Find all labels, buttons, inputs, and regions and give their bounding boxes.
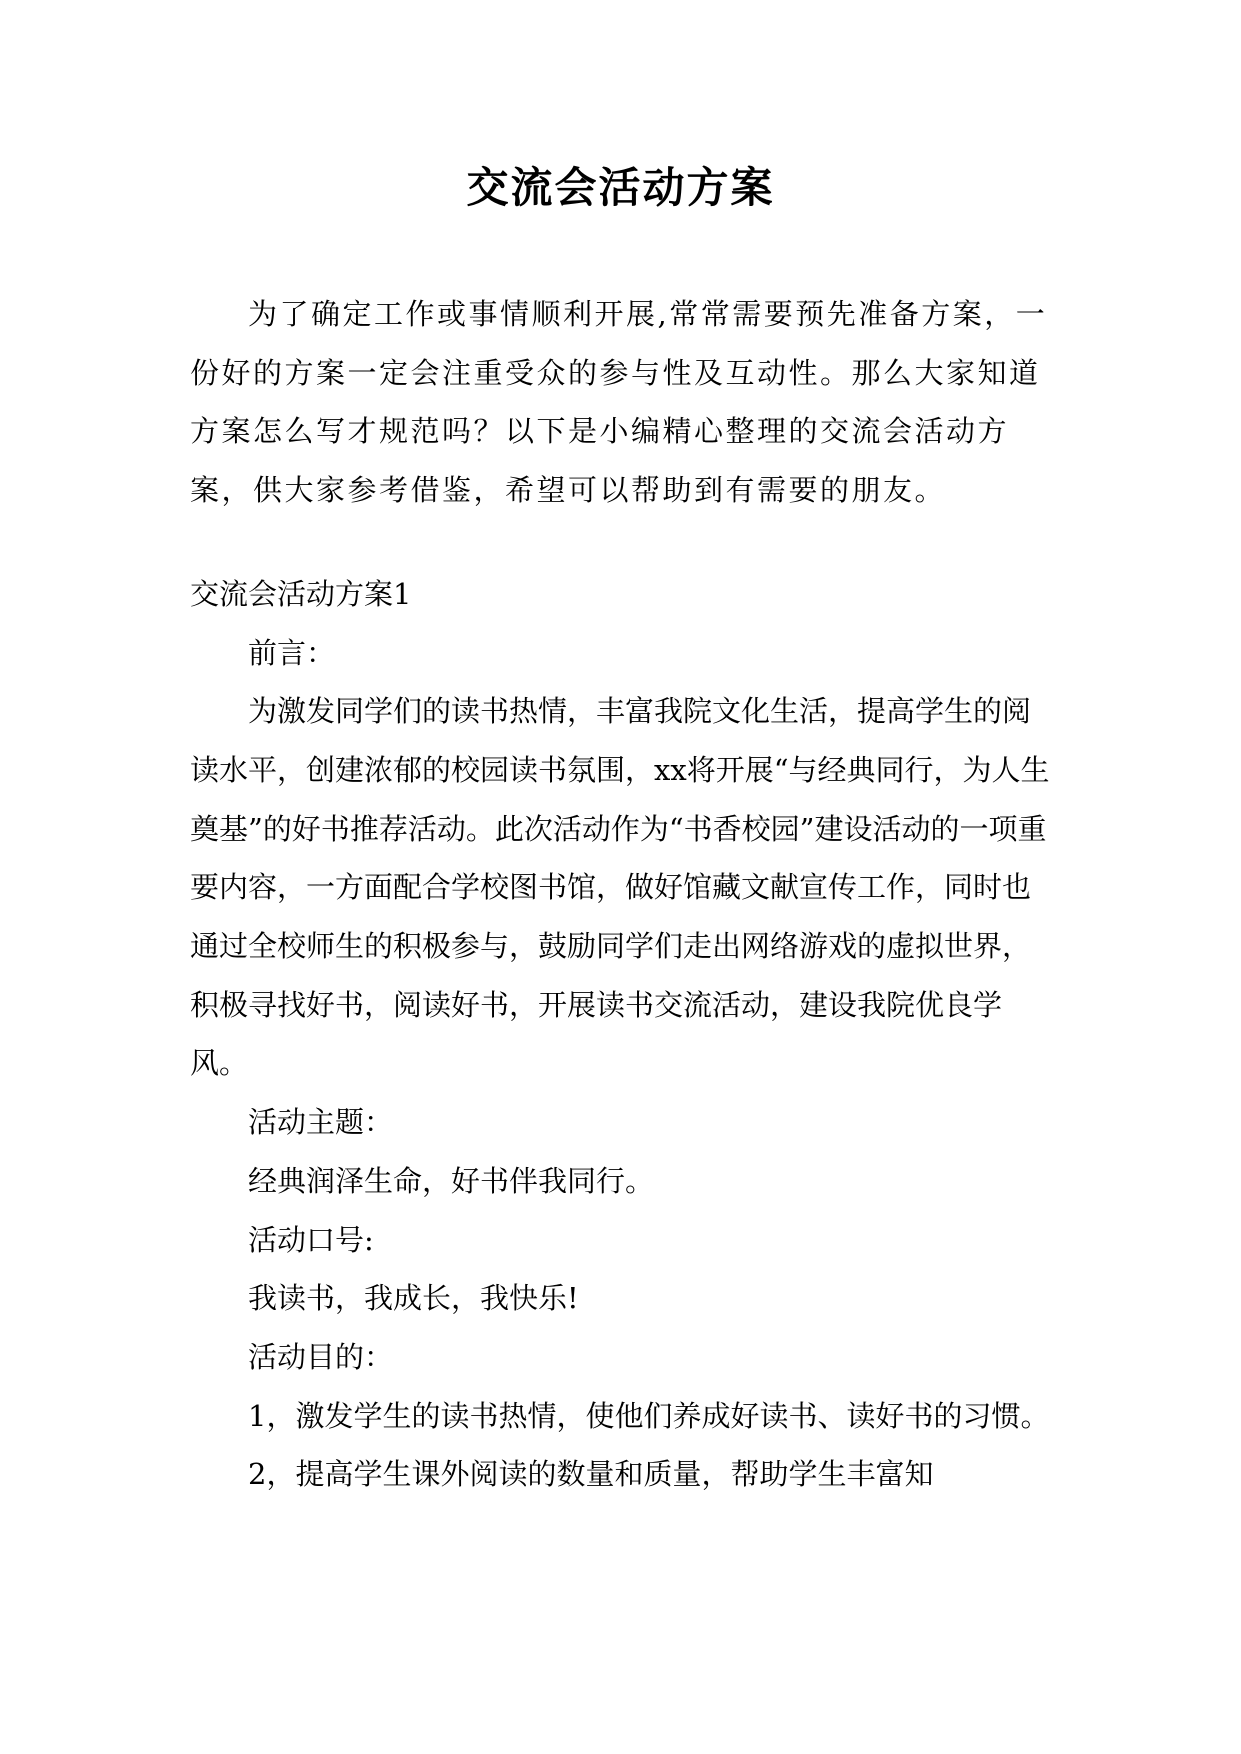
preface-label: 前言： bbox=[248, 635, 336, 670]
slogan-text: 我读书，我成长，我快乐! bbox=[248, 1281, 579, 1316]
document-title: 交流会活动方案 bbox=[466, 163, 775, 212]
theme-label: 活动主题： bbox=[248, 1105, 394, 1140]
theme-text: 经典润泽生命，好书伴我同行。 bbox=[248, 1163, 655, 1198]
preface-paragraph: 为激发同学们的读书热情，丰富我院文化生活，提高学生的阅读水平，创建浓郁的校园读书氛围，xx将开展“与经典同行，为人生奠基”的好书推荐活动。此次活动作为“书香校园”建设活动的一项重要内容，一方面配合学校图书馆，做好馆藏文献宣传工作，同时也通过全校师生的积极参与，鼓励同学们走出网络游戏的虚拟世界，积极寻找好书，阅读好书，开展读书交流活动，建设我院优良学风。 bbox=[190, 694, 1050, 1081]
intro-paragraph: 为了确定工作或事情顺利开展,常常需要预先准备方案，一份好的方案一定会注重受众的参与性及互动性。那么大家知道方案怎么写才规范吗？以下是小编精心整理的交流会活动方案，供大家参考借鉴，希望可以帮助到有需要的朋友。 bbox=[190, 297, 1048, 508]
purpose-item-1: 1，激发学生的读书热情，使他们养成好读书、读好书的习惯。 bbox=[248, 1398, 1050, 1433]
section-heading: 交流会活动方案1 bbox=[190, 576, 412, 611]
purpose-label: 活动目的： bbox=[248, 1339, 394, 1374]
purpose-item-2: 2，提高学生课外阅读的数量和质量，帮助学生丰富知 bbox=[248, 1457, 934, 1492]
document-body bbox=[190, 285, 1050, 1504]
slogan-label: 活动口号: bbox=[248, 1222, 374, 1257]
